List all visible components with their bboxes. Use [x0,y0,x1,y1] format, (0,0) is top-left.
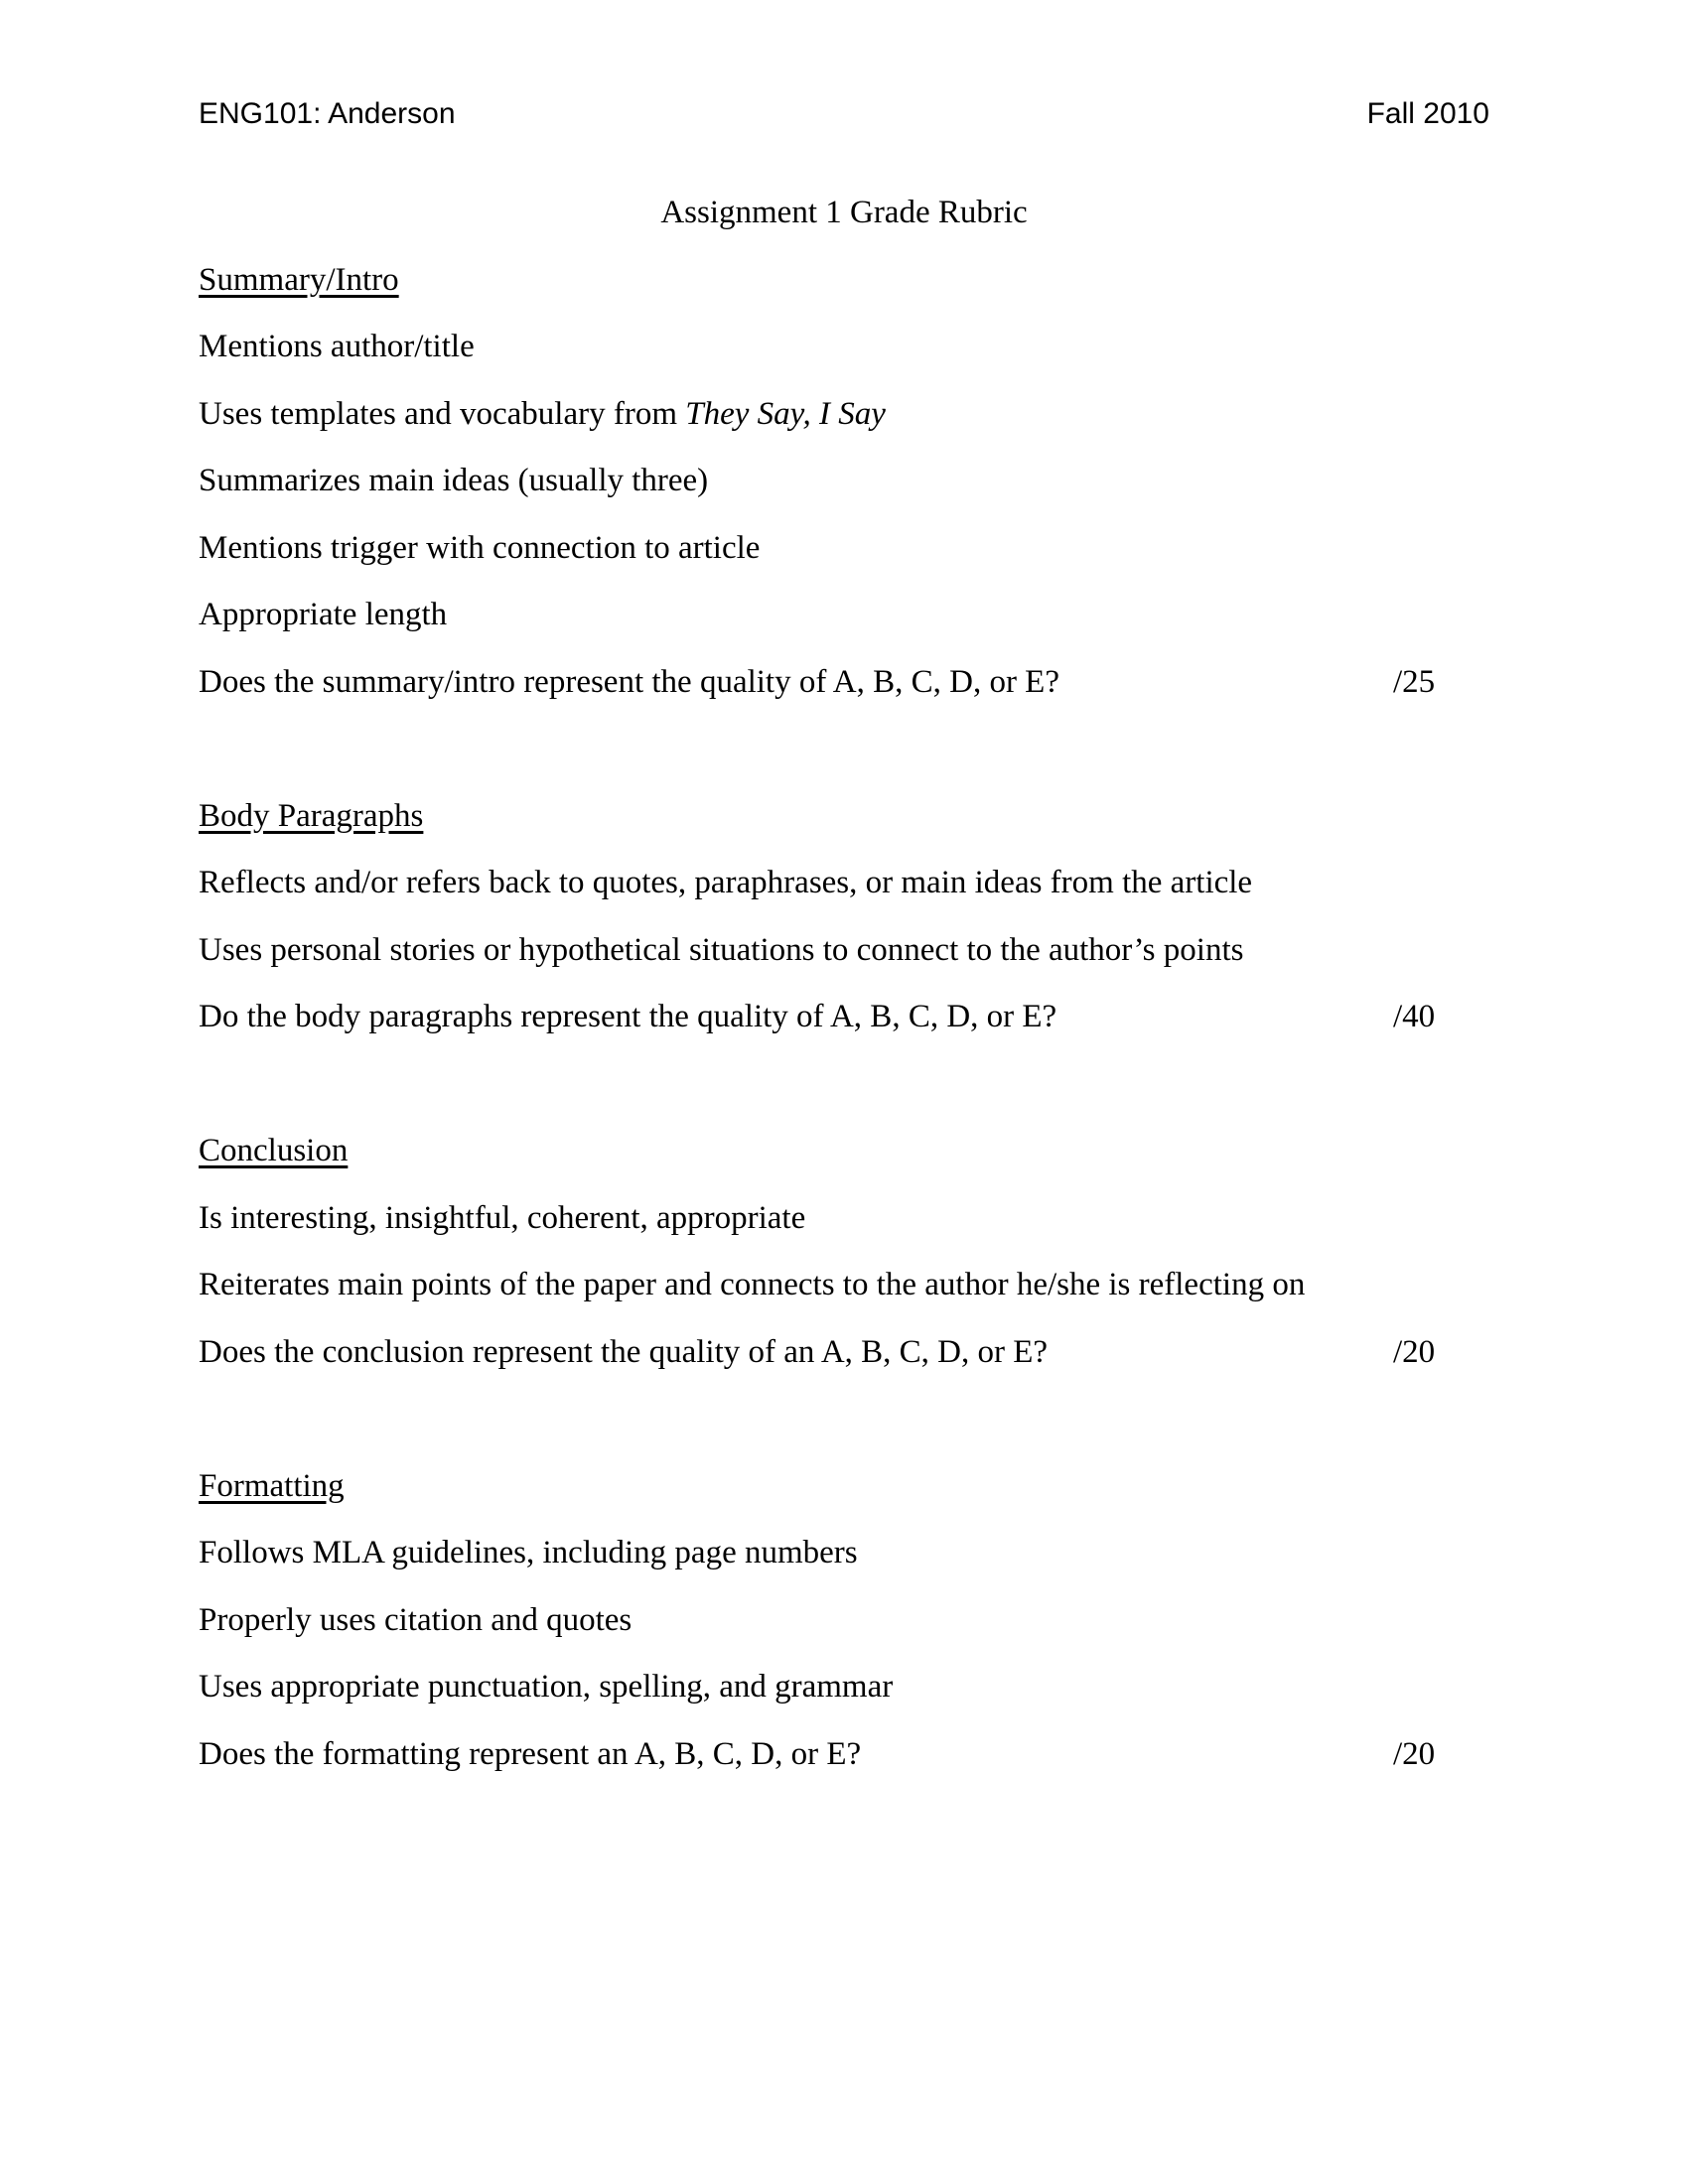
book-title-italic: They Say, I Say [685,395,886,432]
rubric-item: Uses personal stories or hypothetical situations to connect to the author’s points [199,931,1244,968]
section-conclusion [199,1118,1489,1386]
section-heading-text: Summary/Intro [199,261,399,298]
rubric-item: Is interesting, insightful, coherent, appropriate [199,1199,806,1236]
rubric-item: Reflects and/or refers back to quotes, paraphrases, or main ideas from the article [199,865,1253,900]
score-value: /25 [1393,663,1436,700]
score-value: /40 [1393,999,1436,1034]
question-text: Do the body paragraphs represent the quality of A, B, C, D, or E? [199,999,1057,1034]
document-title: Assignment 1 Grade Rubric [660,195,1028,230]
rubric-question [199,649,1489,717]
rubric-question [199,1319,1489,1387]
section-summary-intro [199,247,1489,717]
section-heading-text: Formatting [199,1467,345,1504]
question-text: Does the summary/intro represent the quality of A, B, C, D, or E? [199,663,1059,700]
question-text: Does the formatting represent an A, B, C, D, or E? [199,1735,862,1772]
section-heading-text: Conclusion [199,1133,349,1168]
rubric-item-text: Uses templates and vocabulary from [199,395,686,432]
score-value: /20 [1393,1333,1436,1370]
score-value: /20 [1393,1735,1436,1772]
section-heading-summary-intro [199,247,1489,315]
section-heading-formatting [199,1453,1489,1521]
rubric-item: Mentions trigger with connection to article [199,529,761,566]
rubric-item: Uses appropriate punctuation, spelling, and grammar [199,1669,894,1705]
rubric-item: Properly uses citation and quotes [199,1601,633,1638]
rubric-item [199,381,1489,449]
rubric-item: Summarizes main ideas (usually three) [199,463,709,498]
section-formatting [199,1453,1489,1789]
section-heading-body-paragraphs [199,783,1489,851]
header-course-label: ENG101: Anderson [199,97,456,130]
rubric-item: Follows MLA guidelines, including page numbers [199,1535,858,1570]
section-heading-text: Body Paragraphs [199,797,424,834]
rubric-item: Appropriate length [199,597,448,632]
document-body [199,180,1489,1788]
question-text: Does the conclusion represent the quality of an A, B, C, D, or E? [199,1333,1049,1370]
header-term-label: Fall 2010 [1366,97,1489,130]
section-body-paragraphs [199,783,1489,1051]
rubric-item: Reiterates main points of the paper and connects to the author he/she is reflecting on [199,1267,1306,1302]
rubric-question [199,984,1489,1051]
section-heading-conclusion [199,1118,1489,1185]
rubric-item: Mentions author/title [199,329,475,364]
page-header [199,97,1489,131]
rubric-question [199,1721,1489,1789]
